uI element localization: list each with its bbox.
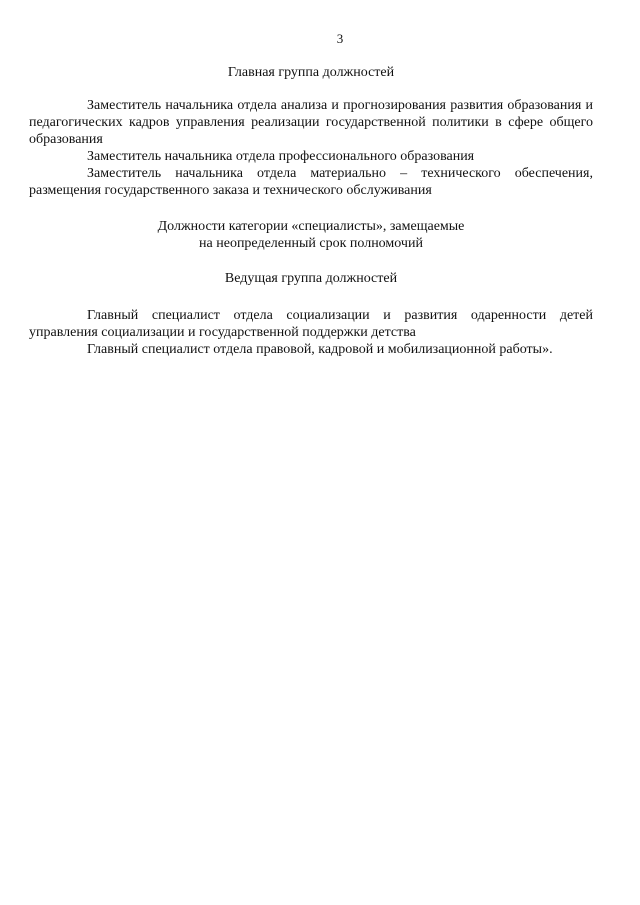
leading-group-positions xyxy=(29,307,593,358)
position-paragraph: Заместитель начальника отдела профессионального образования xyxy=(87,149,475,164)
category-heading-line2: на неопределенный срок полномочий xyxy=(199,236,423,251)
category-heading-line1: Должности категории «специалисты», замещаемые xyxy=(157,219,465,234)
leading-group-section xyxy=(29,270,593,287)
position-paragraph: Главный специалист отдела правовой, кадровой и мобилизационной работы». xyxy=(87,342,553,357)
specialists-category-section xyxy=(29,218,593,252)
position-paragraph: Заместитель начальника отдела анализа и прогнозирования развития образования и педагогических кадров управления реализации государственной политики в сфере общего образования xyxy=(29,98,593,147)
page-number: 3 xyxy=(336,31,344,46)
leading-group-heading: Ведущая группа должностей xyxy=(224,271,398,286)
position-paragraph: Главный специалист отдела социализации и развития одаренности детей управления социализации и государственной поддержки детства xyxy=(29,308,593,340)
main-group-section xyxy=(29,64,593,199)
position-paragraph: Заместитель начальника отдела материально – технического обеспечения, размещения государственного заказа и технического обслуживания xyxy=(29,166,593,198)
main-group-heading: Главная группа должностей xyxy=(227,65,395,80)
